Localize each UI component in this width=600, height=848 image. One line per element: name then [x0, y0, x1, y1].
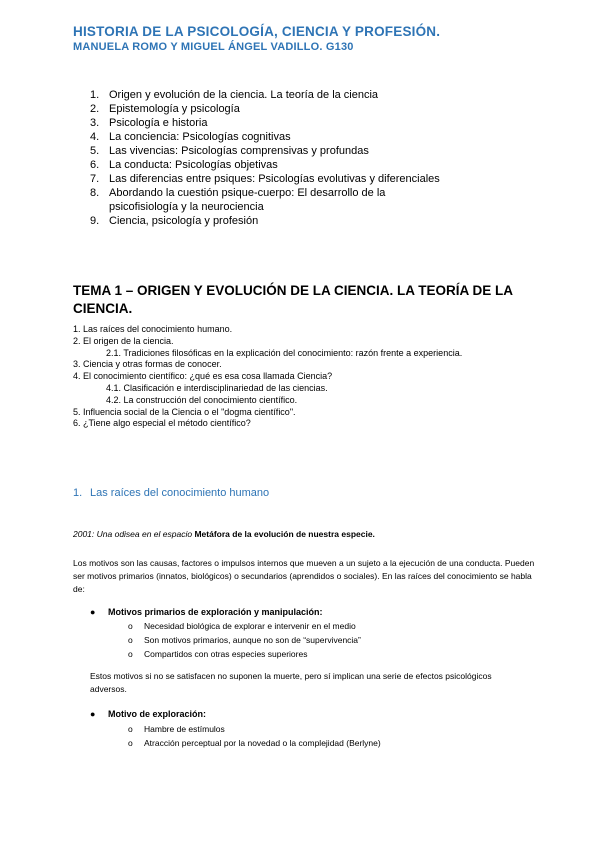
- subtopic-item: 2.1. Tradiciones filosóficas en la explicación del conocimiento: razón frente a experiencia.: [106, 347, 463, 358]
- subtopic-item: 5. Influencia social de la Ciencia o el "dogma científico".: [73, 406, 296, 417]
- odisea-text: Metáfora de la evolución de nuestra especie.: [194, 529, 375, 539]
- toc-item: 2. Epistemología y psicología: [90, 103, 240, 115]
- tema-heading: TEMA 1 – ORIGEN Y EVOLUCIÓN DE LA CIENCIA. LA TEORÍA DE LA CIENCIA.: [73, 283, 513, 316]
- bullet-primary-motives: [90, 606, 323, 619]
- motives-paragraph: Los motivos son las causas, factores o impulsos internos que mueven a un sujeto a la ejecución de una conducta. Pueden ser motivos primarios (innatos, biológicos) o secundarios (aprendidos o sociales). En las raíces del conocimiento se habla de:: [73, 558, 535, 594]
- circle-bullet-icon: o: [128, 738, 133, 748]
- toc-item: 8. Abordando la cuestión psique-cuerpo: El desarrollo de la psicofisiología y la neurociencia: [90, 187, 386, 213]
- odisea-line: [73, 529, 375, 539]
- subtopic-item: 3. Ciencia y otras formas de conocer.: [73, 359, 222, 370]
- list-item: o Necesidad biológica de explorar e intervenir en el medio: [128, 621, 356, 631]
- note-paragraph: Estos motivos si no se satisfacen no suponen la muerte, pero sí implican una serie de efectos psicológicos adversos.: [90, 671, 492, 694]
- document-title: HISTORIA DE LA PSICOLOGÍA, CIENCIA Y PROFESIÓN.: [73, 24, 441, 39]
- toc-item: 5. Las vivencias: Psicologías comprensivas y profundas: [90, 145, 369, 157]
- document-authors: MANUELA ROMO Y MIGUEL ÁNGEL VADILLO. G130: [73, 41, 354, 53]
- section-heading: [73, 487, 269, 499]
- list-item: o Son motivos primarios, aunque no son de “supervivencia”: [128, 635, 361, 645]
- subtopic-item: 4. El conocimiento científico: ¿qué es esa cosa llamada Ciencia?: [73, 371, 333, 382]
- circle-bullet-icon: o: [128, 724, 133, 734]
- film-title: 2001: Una odisea en el espacio: [73, 529, 193, 539]
- list-item: o Hambre de estímulos: [128, 724, 225, 734]
- subtopic-item: 4.2. La construcción del conocimiento científico.: [106, 394, 298, 405]
- list-item: o Atracción perceptual por la novedad o la complejidad (Berlyne): [128, 738, 381, 748]
- table-of-contents: [90, 88, 449, 228]
- toc-item: 3. Psicología e historia: [90, 117, 208, 129]
- section-title: Las raíces del conocimiento humano: [90, 487, 270, 499]
- bullet-title: Motivo de exploración:: [108, 709, 207, 719]
- circle-bullet-icon: o: [128, 621, 133, 631]
- subtopic-item: 1. Las raíces del conocimiento humano.: [73, 324, 233, 334]
- bullet-dot-icon: ●: [90, 607, 96, 617]
- toc-item: 7. Las diferencias entre psiques: Psicologías evolutivas y diferenciales: [90, 173, 440, 185]
- bullet-title: Motivos primarios de exploración y manipulación:: [108, 607, 323, 617]
- circle-bullet-icon: o: [128, 635, 133, 645]
- subtopic-item: 4.1. Clasificación e interdisciplinariedad de las ciencias.: [106, 382, 328, 393]
- toc-item: 6. La conducta: Psicologías objetivas: [90, 159, 278, 171]
- subtopic-list: [73, 324, 462, 430]
- circle-bullet-icon: o: [128, 649, 133, 659]
- bullet-exploration-motive: [90, 708, 206, 721]
- toc-item: 9. Ciencia, psicología y profesión: [90, 215, 259, 227]
- toc-item: 1. Origen y evolución de la ciencia. La teoría de la ciencia: [90, 89, 379, 101]
- section-number: 1.: [73, 487, 83, 499]
- subtopic-item: 2. El origen de la ciencia.: [73, 335, 174, 346]
- toc-item: 4. La conciencia: Psicologías cognitivas: [90, 131, 291, 143]
- bullet-dot-icon: ●: [90, 709, 96, 719]
- list-item: o Compartidos con otras especies superiores: [128, 649, 308, 659]
- subtopic-item: 6. ¿Tiene algo especial el método científico?: [73, 418, 251, 429]
